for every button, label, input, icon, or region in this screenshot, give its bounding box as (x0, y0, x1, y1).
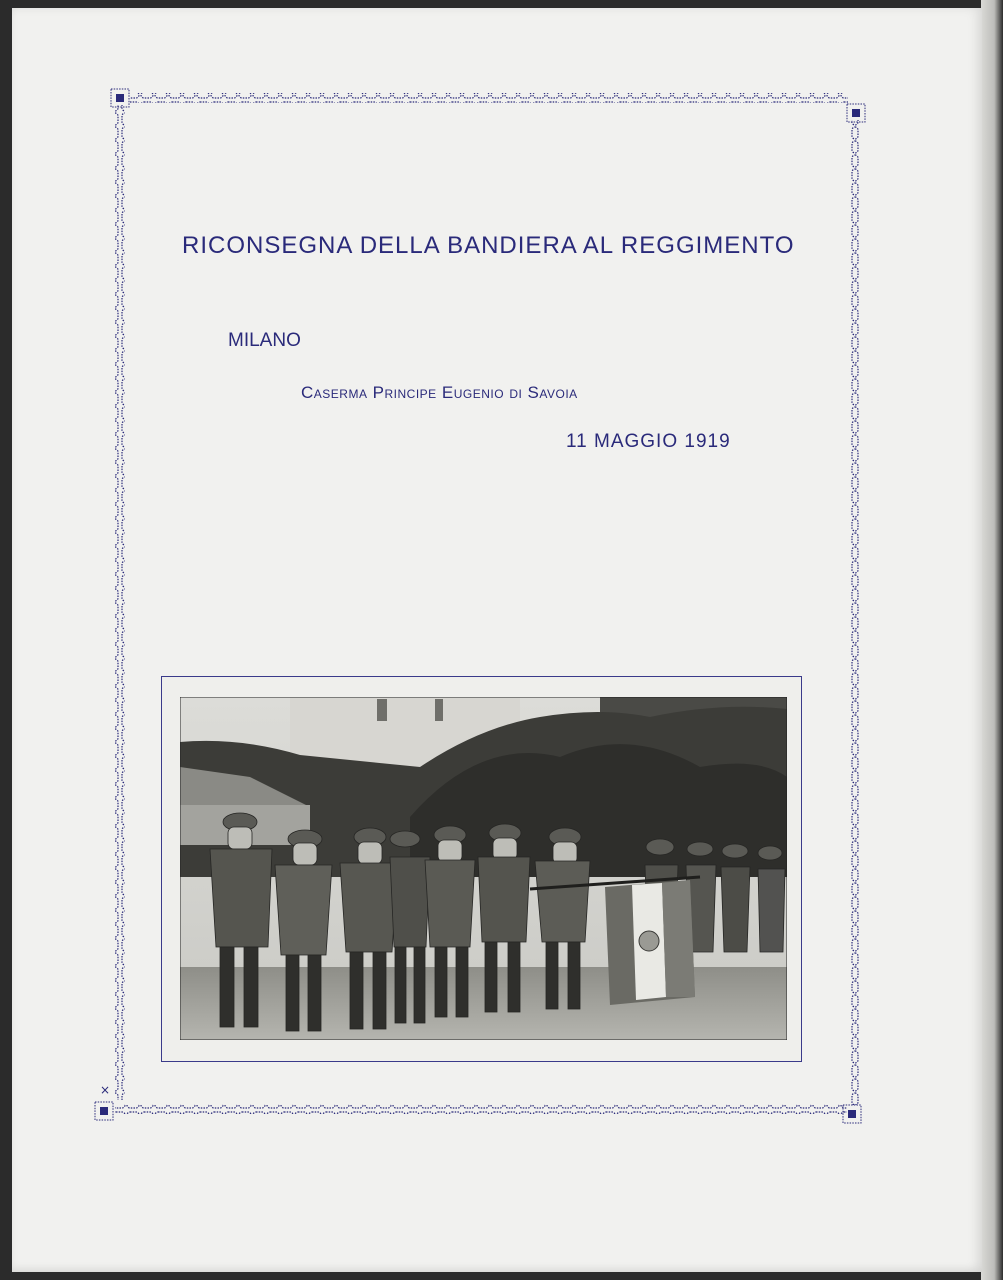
soldiers-with-flag-photo-icon (180, 697, 787, 1040)
page-title: RICONSEGNA DELLA BANDIERA AL REGGIMENTO (182, 232, 795, 259)
venue-label: Caserma Principe Eugenio di Savoia (301, 383, 578, 402)
svg-text:×: × (100, 1083, 111, 1097)
date-label: 11 MAGGIO 1919 (566, 431, 731, 452)
city-label: MILANO (228, 330, 301, 351)
